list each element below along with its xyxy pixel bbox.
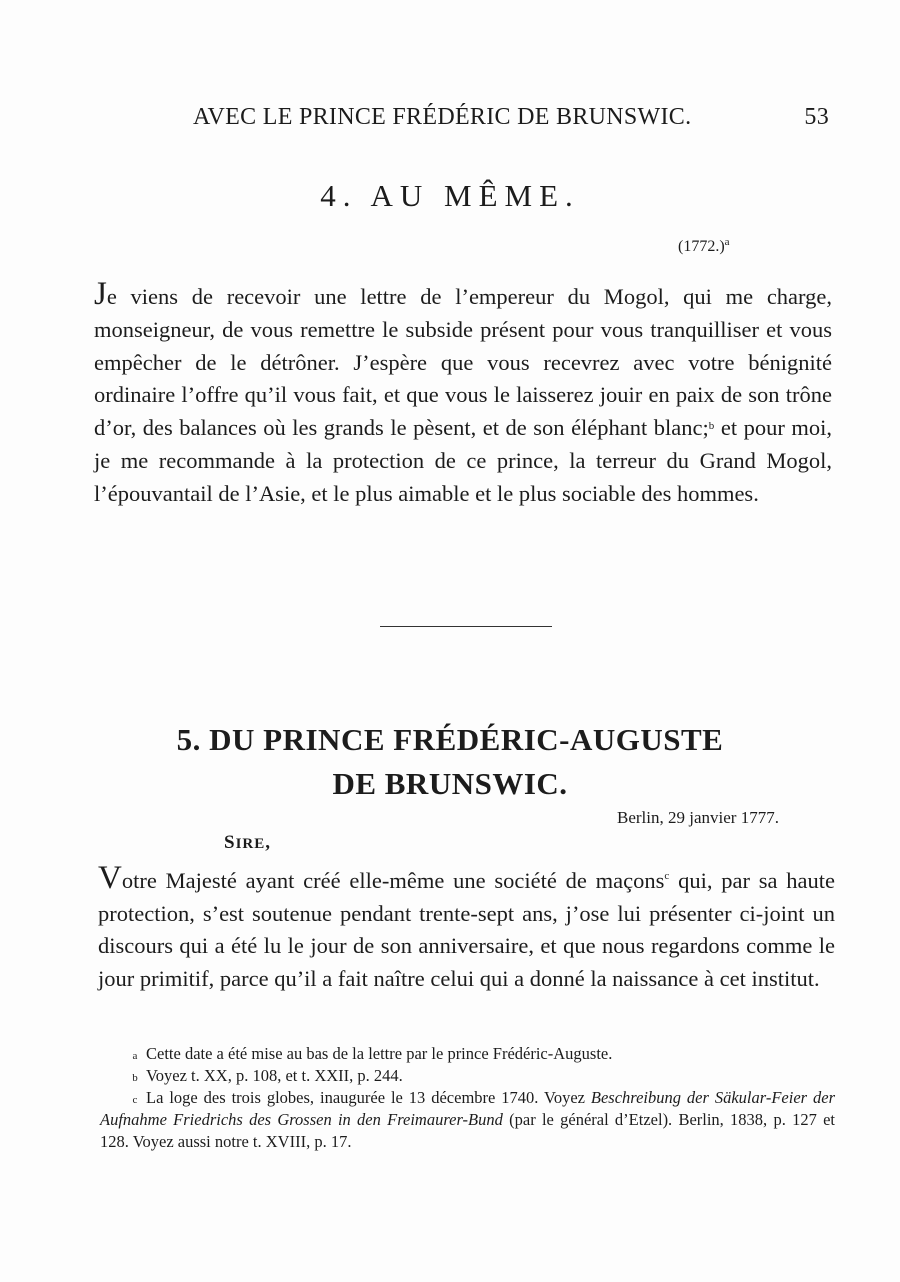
letter-4-date	[678, 238, 730, 256]
page-number: 53	[804, 104, 829, 130]
letter-5-dropcap: V	[98, 860, 122, 896]
footnote-b-mark: b	[132, 1072, 138, 1084]
letter-4-date-note-mark: a	[724, 236, 730, 248]
running-head-title: AVEC LE PRINCE FRÉDÉRIC DE BRUNSWIC.	[193, 104, 692, 130]
salutation-comma: ,	[265, 832, 272, 853]
footnote-c-text-a: La loge des trois globes, inaugurée le 13 décembre 1740. Voyez	[146, 1088, 591, 1107]
letter-4-body	[94, 278, 832, 511]
salutation-rest: IRE	[235, 836, 266, 852]
letter-5-date: Berlin, 29 janvier 1777.	[617, 808, 779, 827]
footnote-a-mark: a	[132, 1050, 138, 1062]
letter-5-salutation	[224, 832, 271, 854]
letter-4-text-b: et pour moi, je me recommande à la protection de ce prince, la terreur du Grand Mogol, l’épouvantail de l’Asie, et le plus aimable et le plus sociable des hommes.	[94, 415, 833, 506]
letter-5-body	[98, 862, 835, 995]
footnote-c	[100, 1087, 835, 1153]
letter-5-text-b: qui, par sa haute protection, s’est soutenue pendant trente-sept ans, j’ose lui présenter ci-joint un discours qui a été lu le jour de son anniversaire, et que nous regardons comme le jour primitif, parce qu’il a fait naître celui qui a donné la naissance à cet institut.	[98, 868, 835, 991]
footnote-a	[100, 1043, 835, 1065]
letter-4-note-mark: b	[708, 420, 715, 433]
footnote-c-mark: c	[132, 1094, 138, 1106]
salutation-initial: S	[224, 832, 236, 853]
letter-5-note-mark: c	[664, 870, 670, 882]
footnote-a-text: Cette date a été mise au bas de la lettre par le prince Frédéric-Auguste.	[146, 1044, 613, 1063]
letter-4-text-a: e viens de recevoir une lettre de l’empereur du Mogol, qui me charge, monseigneur, de vous remettre le subside présent pour vous tranquilliser et vous empêcher de le détrôner. J’espère que vous recevrez avec votre bénignité ordinaire l’offre qu’il vous fait, et que vous le laisserez jouir en paix de son trône d’or, des balances où les grands le pèsent, et de son éléphant blanc;	[94, 284, 832, 441]
footnote-c-book-title: Beschreibung der Säkular-Feier der Aufnahme Friedrichs des Grossen in den Freimaurer-Bund	[100, 1088, 836, 1129]
letter-5-text-a: otre Majesté ayant créé elle-même une société de maçons	[121, 868, 665, 893]
letter-5-heading-line1: 5. DU PRINCE FRÉDÉRIC-AUGUSTE	[176, 722, 724, 757]
letter-4-date-text: (1772.)	[678, 238, 725, 255]
letter-5-heading-line2: DE BRUNSWIC.	[332, 766, 568, 801]
letter-4-dropcap: J	[94, 276, 107, 312]
footnote-b-text: Voyez t. XX, p. 108, et t. XXII, p. 244.	[146, 1066, 403, 1085]
section-divider	[380, 626, 552, 627]
footnote-b	[100, 1065, 835, 1087]
footnote-c-text-b: (par le général d’Etzel). Berlin, 1838, p. 127 et 128. Voyez aussi notre t. XVIII, p. 17.	[100, 1110, 835, 1151]
footnotes	[100, 1043, 835, 1153]
letter-4-heading: 4. AU MÊME.	[320, 178, 580, 213]
